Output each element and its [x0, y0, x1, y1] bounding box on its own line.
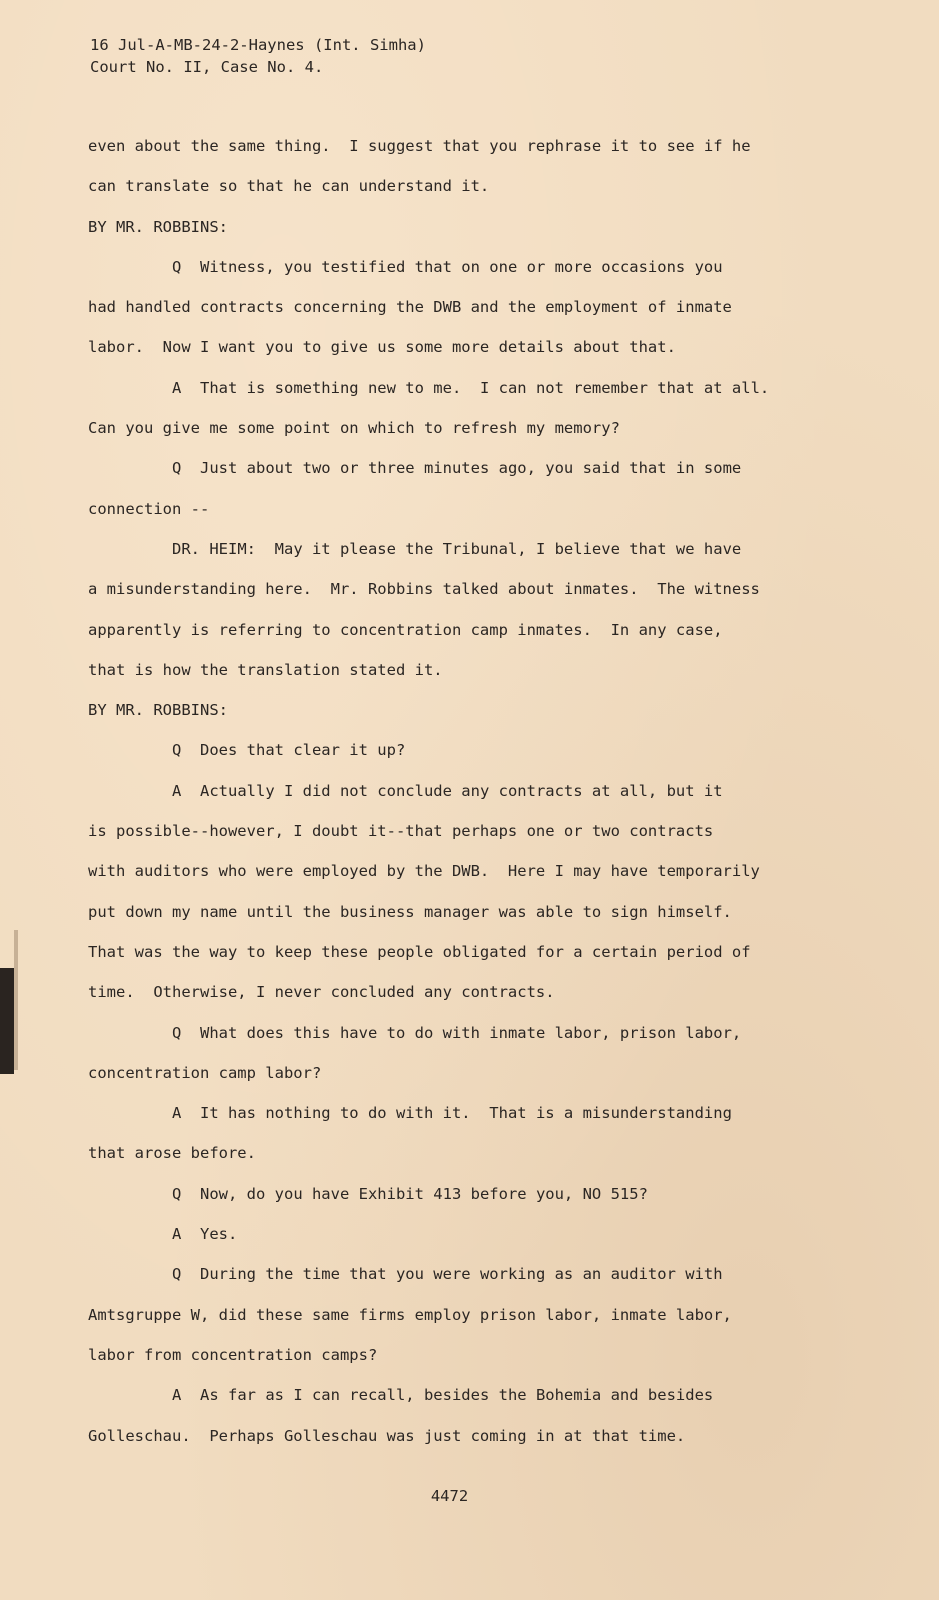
transcript-line: apparently is referring to concentration camp inmates. In any case,	[88, 620, 723, 639]
transcript-line: that arose before.	[88, 1144, 256, 1163]
transcript-line: A Yes.	[172, 1225, 238, 1244]
transcript-line: Q Does that clear it up?	[172, 741, 406, 760]
transcript-line: BY MR. ROBBINS:	[88, 217, 228, 236]
transcript-line: DR. HEIM: May it please the Tribunal, I believe that we have	[172, 539, 742, 558]
transcript-line: is possible--however, I doubt it--that perhaps one or two contracts	[88, 822, 714, 841]
header-line-1: 16 Jul-A-MB-24-2-Haynes (Int. Simha)	[90, 36, 426, 54]
transcript-line: had handled contracts concerning the DWB and the employment of inmate	[88, 298, 732, 317]
transcript-line: a misunderstanding here. Mr. Robbins talked about inmates. The witness	[88, 580, 760, 599]
transcript-line: Q What does this have to do with inmate labor, prison labor,	[172, 1023, 742, 1042]
transcript-line: with auditors who were employed by the DWB. Here I may have temporarily	[88, 862, 760, 881]
transcript-line: labor. Now I want you to give us some more details about that.	[88, 338, 676, 357]
transcript-line: labor from concentration camps?	[88, 1345, 378, 1364]
transcript-line: time. Otherwise, I never concluded any contracts.	[88, 983, 555, 1002]
transcript-line: That was the way to keep these people obligated for a certain period of	[88, 942, 751, 961]
transcript-line: Q Witness, you testified that on one or more occasions you	[172, 257, 723, 276]
transcript-line: Q Just about two or three minutes ago, you said that in some	[172, 459, 742, 478]
transcript-line: A Actually I did not conclude any contracts at all, but it	[172, 781, 723, 800]
transcript-line: put down my name until the business manager was able to sign himself.	[88, 902, 732, 921]
transcript-line: A It has nothing to do with it. That is a misunderstanding	[172, 1104, 732, 1123]
transcript-line: Q Now, do you have Exhibit 413 before you, NO 515?	[172, 1184, 648, 1203]
header-line-2: Court No. II, Case No. 4.	[90, 58, 324, 76]
transcript-line: Amtsgruppe W, did these same firms employ prison labor, inmate labor,	[88, 1305, 732, 1324]
page-edge-shadow	[14, 930, 18, 1070]
transcript-line: Q During the time that you were working as an auditor with	[172, 1265, 723, 1284]
transcript-line: can translate so that he can understand it.	[88, 177, 490, 196]
transcript-line: concentration camp labor?	[88, 1063, 322, 1082]
transcript-line: A As far as I can recall, besides the Bohemia and besides	[172, 1386, 714, 1405]
page-header	[90, 34, 426, 78]
transcript-line: even about the same thing. I suggest that you rephrase it to see if he	[88, 137, 751, 155]
transcript-line: Can you give me some point on which to refresh my memory?	[88, 419, 620, 438]
transcript-line: that is how the translation stated it.	[88, 660, 443, 679]
transcript-line: connection --	[88, 499, 210, 518]
page-number: 4472	[430, 1487, 469, 1505]
transcript-line: Golleschau. Perhaps Golleschau was just coming in at that time.	[88, 1426, 686, 1445]
transcript-line: A That is something new to me. I can not remember that at all.	[172, 378, 770, 397]
binding-tab-mark	[0, 968, 14, 1074]
transcript-body	[88, 135, 918, 1465]
transcript-line: BY MR. ROBBINS:	[88, 701, 228, 720]
